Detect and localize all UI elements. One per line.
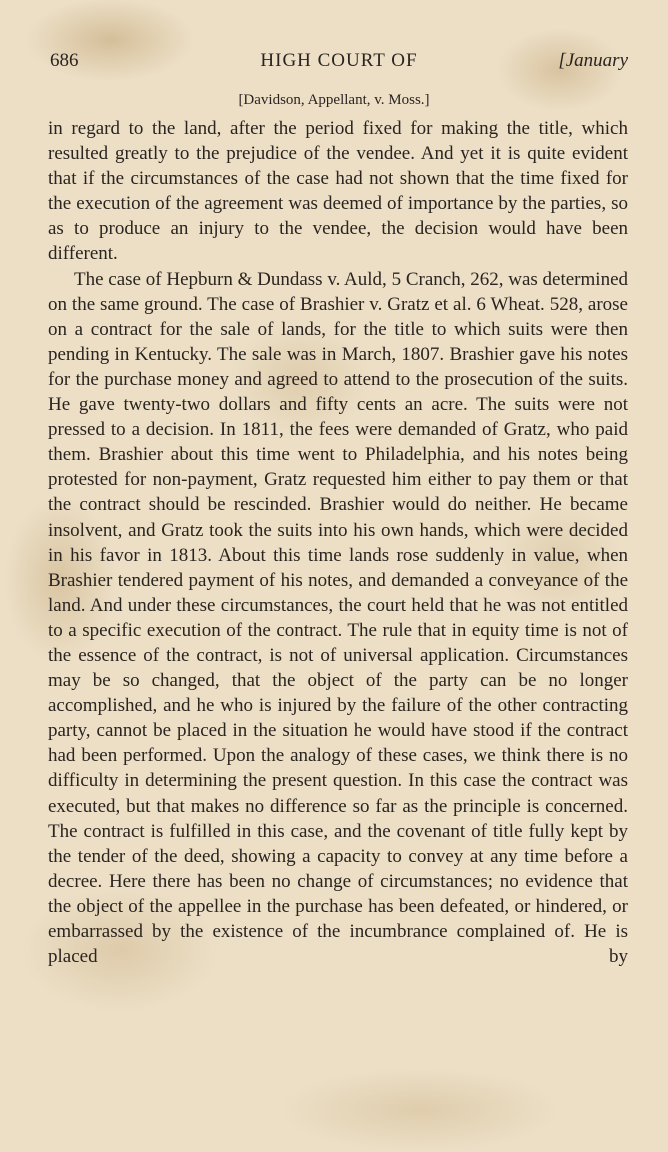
court-title: HIGH COURT OF (260, 50, 418, 71)
paragraph-2: The case of Hepburn & Dundass v. Auld, 5 Cranch, 262, was determined on the same ground. The case of Brashier v. Gratz et al. 6 Wheat. 528, arose on a contract for the sale of lands, for the title to which suits were then pending in Kentucky. The sale was in March, 1807. Brashier gave his notes for the purchase money and agreed to attend to the prosecution of the suits. He gave twenty-two dollars and fifty cents an acre. The suits were not pressed to a decision. In 1811, the fees were demanded of Gratz, who paid them. Brashier about this time went to Philadelphia, and his notes being protested for non-payment, Gratz requested him either to pay them or that the contract should be rescinded. Brashier would do neither. He became insolvent, and Gratz took the suits into his own hands, which were decided in his favor in 1813. About this time lands rose suddenly in value, when Brashier tendered payment of his notes, and demanded a conveyance of the land. And under these circumstances, the court held that he was not entitled to a specific execution of the contract. The rule that in equity time is not of the essence of the contract, is not of universal application. Circumstances may be so changed, that the object of the party can be no longer accomplished, and he who is injured by the failure of the other contracting party, cannot be placed in the situation he would have stood if the contract had been performed. Upon the analogy of these cases, we think there is no difficulty in determining the present question. In this case the contract was executed, but that makes no difference so far as the principle is concerned. The contract is fulfilled in this case, and the covenant of title fully kept by the tender of the deed, showing a capacity to convey at any time before a decree. Here there has been no change of circumstances; no evidence that the object of the appellee in the purchase has been defeated, or hindered, or embarrassed by the existence of the incumbrance complained of. He is placed by (48, 268, 628, 968)
page-number: 686 (50, 50, 79, 71)
case-caption: [Davidson, Appellant, v. Moss.] (238, 92, 430, 108)
running-head (50, 50, 628, 80)
paragraph-1: in regard to the land, after the period fixed for making the title, which resulted greatly to the prejudice of the vendee. And yet it is quite evident that if the circumstances of the case had not shown that the time fixed for the execution of the agreement was deemed of importance by the parties, so as to produce an injury to the vendee, the decision would have been different. (48, 118, 628, 265)
running-head-month: [January (558, 50, 628, 71)
body-text (48, 116, 628, 969)
